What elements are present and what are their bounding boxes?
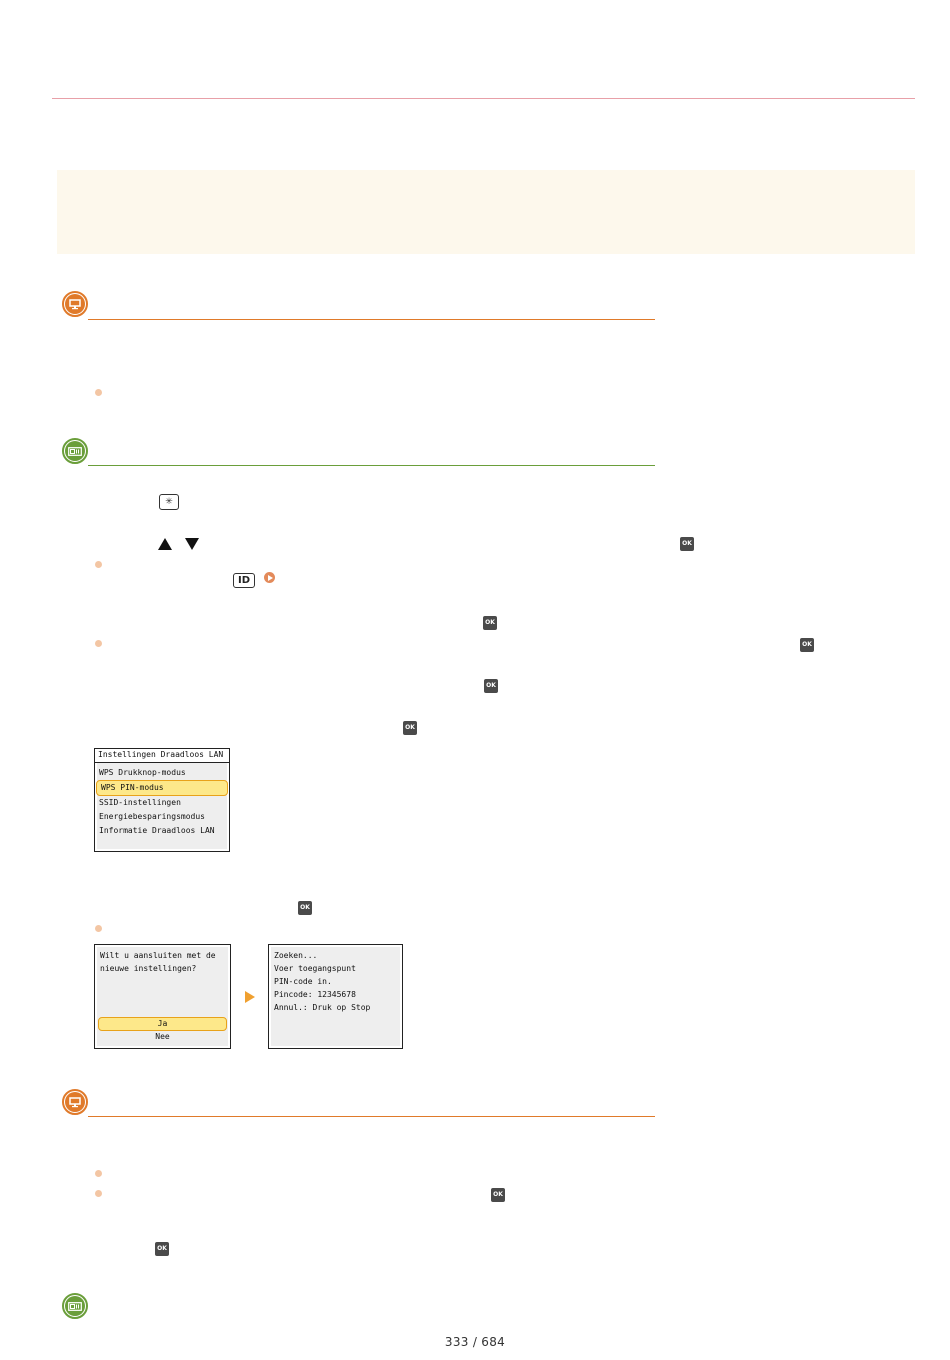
intro-note-box (57, 170, 915, 254)
bullet (95, 640, 102, 647)
menu-key-icon (159, 494, 179, 510)
lcd-yes-option: Ja (98, 1017, 227, 1031)
menu-key-label: ✳ (165, 496, 173, 507)
ok-key-icon (298, 901, 312, 915)
lcd-status-line: Annul.: Druk op Stop (274, 1003, 371, 1012)
ok-key-icon (491, 1188, 505, 1202)
id-key-label: ID (237, 574, 251, 586)
control-panel-icon (62, 438, 88, 464)
control-panel-icon (62, 1293, 88, 1319)
id-key-icon (233, 573, 255, 588)
lcd-menu-item: Informatie Draadloos LAN (99, 826, 215, 835)
lcd-confirm-line: nieuwe instellingen? (100, 964, 197, 973)
ok-key-label: OK (485, 619, 495, 626)
ok-key-icon (483, 616, 497, 630)
up-arrow-key-icon (158, 538, 172, 550)
next-step-arrow-icon (245, 991, 255, 1003)
ok-key-label: OK (682, 540, 692, 547)
lcd-status-screen (268, 944, 403, 1049)
section-divider (88, 1116, 655, 1117)
bullet (95, 1170, 102, 1177)
ok-key-icon (484, 679, 498, 693)
ok-key-label: OK (157, 1245, 167, 1252)
ok-key-label: OK (486, 682, 496, 689)
ok-key-icon (800, 638, 814, 652)
lcd-menu-item-selected: WPS PIN-modus (96, 780, 228, 796)
lcd-no-option: Nee (155, 1032, 170, 1041)
ok-key-label: OK (493, 1191, 503, 1198)
ok-key-label: OK (802, 641, 812, 648)
section-divider (88, 319, 655, 320)
page-number (0, 1335, 950, 1349)
lcd-title: Instellingen Draadloos LAN (95, 749, 229, 763)
lcd-menu-item: SSID-instellingen (99, 798, 181, 807)
lcd-status-line: Pincode: 12345678 (274, 990, 356, 999)
current-page: 333 (444, 1335, 469, 1349)
page-separator: / (472, 1335, 478, 1349)
lcd-menu-screen (94, 748, 230, 852)
lcd-status-line: Zoeken... (274, 951, 318, 960)
lcd-confirm-screen (94, 944, 231, 1049)
ok-key-icon (155, 1242, 169, 1256)
ok-key-icon (403, 721, 417, 735)
computer-monitor-icon (62, 1089, 88, 1115)
bullet (95, 561, 102, 568)
link-arrow-icon[interactable] (264, 572, 275, 583)
ok-key-label: OK (405, 724, 415, 731)
lcd-confirm-line: Wilt u aansluiten met de (100, 951, 216, 960)
total-pages: 684 (481, 1335, 506, 1349)
section-divider (88, 465, 655, 466)
bullet (95, 389, 102, 396)
bullet (95, 925, 102, 932)
lcd-status-line: PIN-code in. (274, 977, 332, 986)
ok-key-label: OK (300, 904, 310, 911)
lcd-menu-item: Energiebesparingsmodus (99, 812, 205, 821)
ok-key-icon (680, 537, 694, 551)
bullet (95, 1190, 102, 1197)
header-rule (52, 98, 915, 99)
lcd-menu-item: WPS Drukknop-modus (99, 768, 186, 777)
lcd-status-line: Voer toegangspunt (274, 964, 356, 973)
computer-monitor-icon (62, 291, 88, 317)
down-arrow-key-icon (185, 538, 199, 550)
